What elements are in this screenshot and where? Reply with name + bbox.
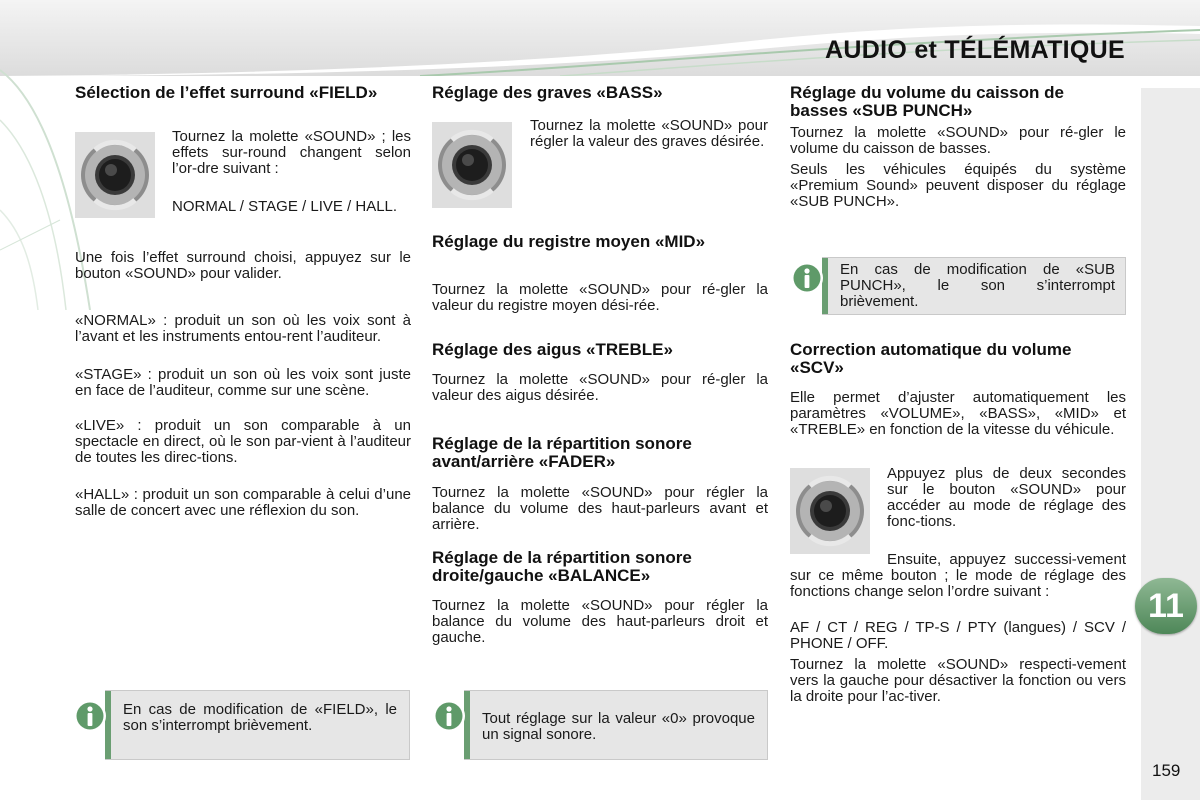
fader-text: Tournez la molette «SOUND» pour régler la balance du volume des haut-parleurs avant et arrière. xyxy=(432,484,768,533)
chapter-tab[interactable]: 11 xyxy=(1135,578,1197,634)
info-note-sub-punch xyxy=(822,257,1126,315)
field-hall: «HALL» : produit un son comparable à celui d’une salle de concert avec une réflexion du son. xyxy=(75,486,411,519)
info-note-zero xyxy=(464,690,768,760)
sound-knob-icon xyxy=(75,132,155,218)
note-text: En cas de modification de «FIELD», le son s’interrompt brièvement. xyxy=(123,701,397,734)
info-icon xyxy=(432,699,466,733)
treble-heading: Réglage des aigus «TREBLE» xyxy=(432,340,673,359)
info-icon xyxy=(790,261,824,295)
bass-heading: Réglage des graves «BASS» xyxy=(432,83,663,102)
bass-text: Tournez la molette «SOUND» pour régler la valeur des graves désirée. xyxy=(530,117,768,150)
sound-knob-icon xyxy=(790,468,870,554)
balance-text: Tournez la molette «SOUND» pour régler la balance du volume des haut-parleurs droit et gauche. xyxy=(432,597,768,646)
scv-turn: Tournez la molette «SOUND» respecti-vement vers la gauche pour désactiver la fonction ou vers la droite pour l’ac-tiver. xyxy=(790,656,1126,705)
scv-then: Ensuite, appuyez successi-vement sur ce même bouton ; le mode de réglage des fonctions change selon l’ordre suivant : xyxy=(790,551,1126,600)
fader-heading: Réglage de la répartition sonore avant/arrière «FADER» xyxy=(432,434,692,471)
page-title: AUDIO et TÉLÉMATIQUE xyxy=(825,36,1125,64)
mid-heading: Réglage du registre moyen «MID» xyxy=(432,232,706,251)
field-instruction: Tournez la molette «SOUND» ; les effets sur-round changent selon l’or-dre suivant : xyxy=(172,128,411,177)
field-heading: Sélection de l’effet surround «FIELD» xyxy=(75,83,378,102)
field-validate: Une fois l’effet surround choisi, appuyez sur le bouton «SOUND» pour valider. xyxy=(75,249,411,282)
mid-text: Tournez la molette «SOUND» pour ré-gler la valeur du registre moyen dési-rée. xyxy=(432,281,768,314)
margin-strip xyxy=(1141,88,1200,800)
sub-punch-heading: Réglage du volume du caisson de basses «SUB PUNCH» xyxy=(790,83,1064,120)
info-note-field xyxy=(105,690,410,760)
field-order: NORMAL / STAGE / LIVE / HALL. xyxy=(172,198,398,215)
note-text: En cas de modification de «SUB PUNCH», le son s’interrompt brièvement. xyxy=(840,261,1115,310)
sub-punch-text: Tournez la molette «SOUND» pour ré-gler le volume du caisson de basses. xyxy=(790,124,1126,157)
field-live: «LIVE» : produit un son comparable à un spectacle en direct, où le son par-vient à l’auditeur de toutes les direc-tions. xyxy=(75,417,411,466)
scv-order: AF / CT / REG / TP-S / PTY (langues) / SCV / PHONE / OFF. xyxy=(790,619,1126,652)
scv-description: Elle permet d’ajuster automatiquement les paramètres «VOLUME», «BASS», «MID» et «TREBLE» en fonction de la vitesse du véhicule. xyxy=(790,389,1126,438)
sub-punch-availability: Seuls les véhicules équipés du système «Premium Sound» peuvent disposer du réglage «SUB PUNCH». xyxy=(790,161,1126,210)
treble-text: Tournez la molette «SOUND» pour ré-gler la valeur des aigus désirée. xyxy=(432,371,768,404)
note-text: Tout réglage sur la valeur «0» provoque un signal sonore. xyxy=(482,710,755,743)
page-number: 159 xyxy=(1152,761,1181,780)
info-icon xyxy=(73,699,107,733)
scv-press: Appuyez plus de deux secondes sur le bouton «SOUND» pour accéder au mode de réglage des fonc-tions. xyxy=(887,465,1126,530)
field-stage: «STAGE» : produit un son où les voix sont juste en face de l’auditeur, comme sur une scène. xyxy=(75,366,411,399)
sound-knob-icon xyxy=(432,122,512,208)
balance-heading: Réglage de la répartition sonore droite/gauche «BALANCE» xyxy=(432,548,692,585)
field-normal: «NORMAL» : produit un son où les voix sont à l’avant et les instruments entou-rent l’auditeur. xyxy=(75,312,411,345)
scv-heading: Correction automatique du volume «SCV» xyxy=(790,340,1072,377)
